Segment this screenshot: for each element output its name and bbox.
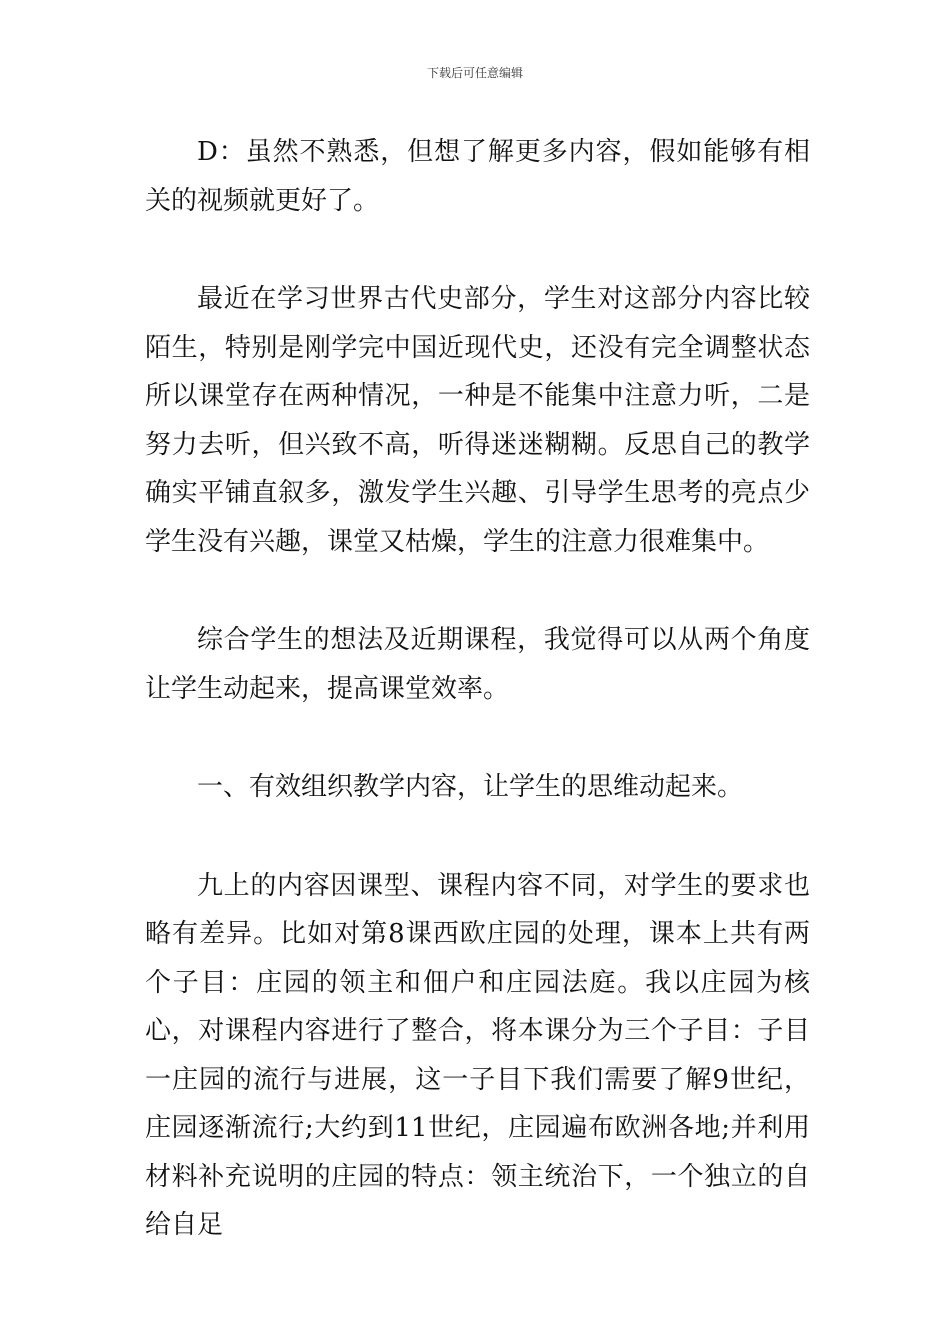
paragraph-summary: 综合学生的想法及近期课程，我觉得可以从两个角度让学生动起来，提高课堂效率。	[145, 625, 810, 704]
paragraph-student-d-answer: D：虽然不熟悉，但想了解更多内容，假如能够有相关的视频就更好了。	[145, 137, 810, 216]
page-header: 下载后可任意编辑	[426, 66, 523, 80]
section-heading-one: 一、有效组织教学内容，让学生的思维动起来。	[197, 772, 744, 802]
document-body	[145, 128, 810, 1300]
paragraph-reflection: 最近在学习世界古代史部分，学生对这部分内容比较陌生，特别是刚学完中国近现代史，还没有完全调整状态所以课堂存在两种情况，一种是不能集中注意力听，二是努力去听，但兴致不高，听得迷迷糊糊。反思自己的教学确实平铺直叙多，激发学生兴趣、引导学生思考的亮点少学生没有兴趣，课堂又枯燥，学生的注意力很难集中。	[145, 284, 810, 557]
paragraph-course-example: 九上的内容因课型、课程内容不同，对学生的要求也略有差异。比如对第8课西欧庄园的处理，课本上共有两个子目：庄园的领主和佃户和庄园法庭。我以庄园为核心，对课程内容进行了整合，将本课分为三个子目：子目一庄园的流行与进展，这一子目下我们需要了解9世纪，庄园逐渐流行;大约到11世纪，庄园遍布欧洲各地;并利用材料补充说明的庄园的特点：领主统治下，一个独立的自给自足	[145, 870, 810, 1240]
